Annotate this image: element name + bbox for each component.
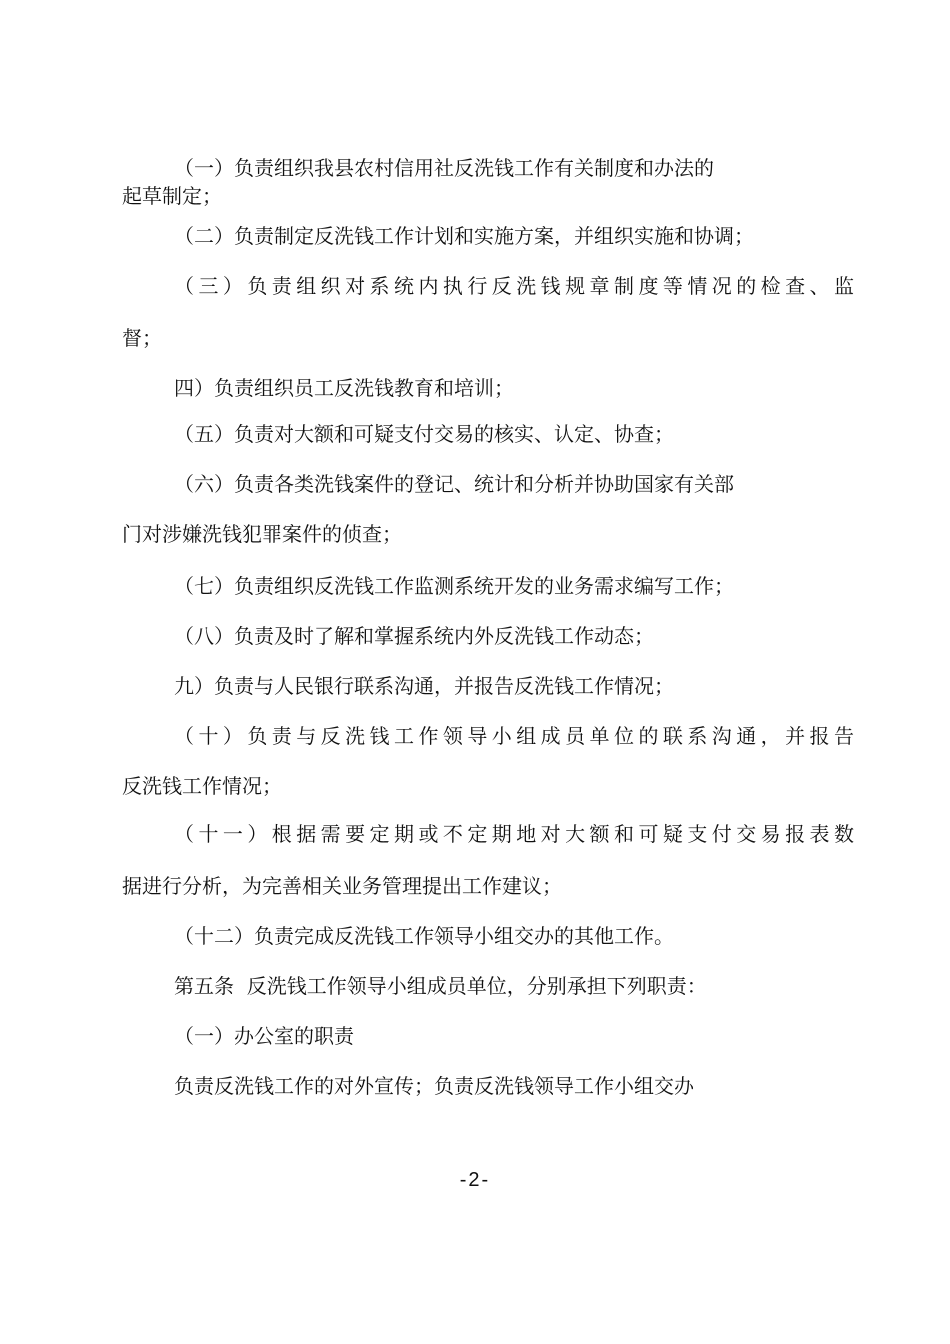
text-line: （十二）负责完成反洗钱工作领导小组交办的其他工作。 (174, 924, 674, 948)
text-line: （五）负责对大额和可疑支付交易的核实、认定、协查； (174, 422, 674, 446)
text-line: （六）负责各类洗钱案件的登记、统计和分析并协助国家有关部 (174, 472, 734, 496)
page-number: -2- (459, 1169, 491, 1191)
text-line: （一）办公室的职责 (174, 1024, 354, 1048)
text-line: （二）负责制定反洗钱工作计划和实施方案，并组织实施和协调； (174, 224, 754, 248)
text-line: （十一）根据需要定期或不定期地对大额和可疑支付交易报表数 (174, 822, 854, 846)
text-line: （一）负责组织我县农村信用社反洗钱工作有关制度和办法的 (174, 156, 714, 180)
text-line: 督； (122, 326, 162, 350)
text-line: 起草制定； (122, 184, 222, 208)
text-line: （三）负责组织对系统内执行反洗钱规章制度等情况的检查、监 (174, 274, 854, 298)
text-line: （七）负责组织反洗钱工作监测系统开发的业务需求编写工作； (174, 574, 734, 598)
text-line: 四）负责组织员工反洗钱教育和培训； (174, 376, 514, 400)
text-line: 门对涉嫌洗钱犯罪案件的侦查； (122, 522, 402, 546)
text-line: 反洗钱工作情况； (122, 774, 282, 798)
text-line: （八）负责及时了解和掌握系统内外反洗钱工作动态； (174, 624, 654, 648)
text-line: 据进行分析，为完善相关业务管理提出工作建议； (122, 874, 562, 898)
text-line: 九）负责与人民银行联系沟通，并报告反洗钱工作情况； (174, 674, 674, 698)
text-line: （十）负责与反洗钱工作领导小组成员单位的联系沟通，并报告 (174, 724, 854, 748)
text-line: 负责反洗钱工作的对外宣传；负责反洗钱领导工作小组交办 (174, 1074, 694, 1098)
text-line: 第五条 反洗钱工作领导小组成员单位，分别承担下列职责： (174, 974, 707, 998)
